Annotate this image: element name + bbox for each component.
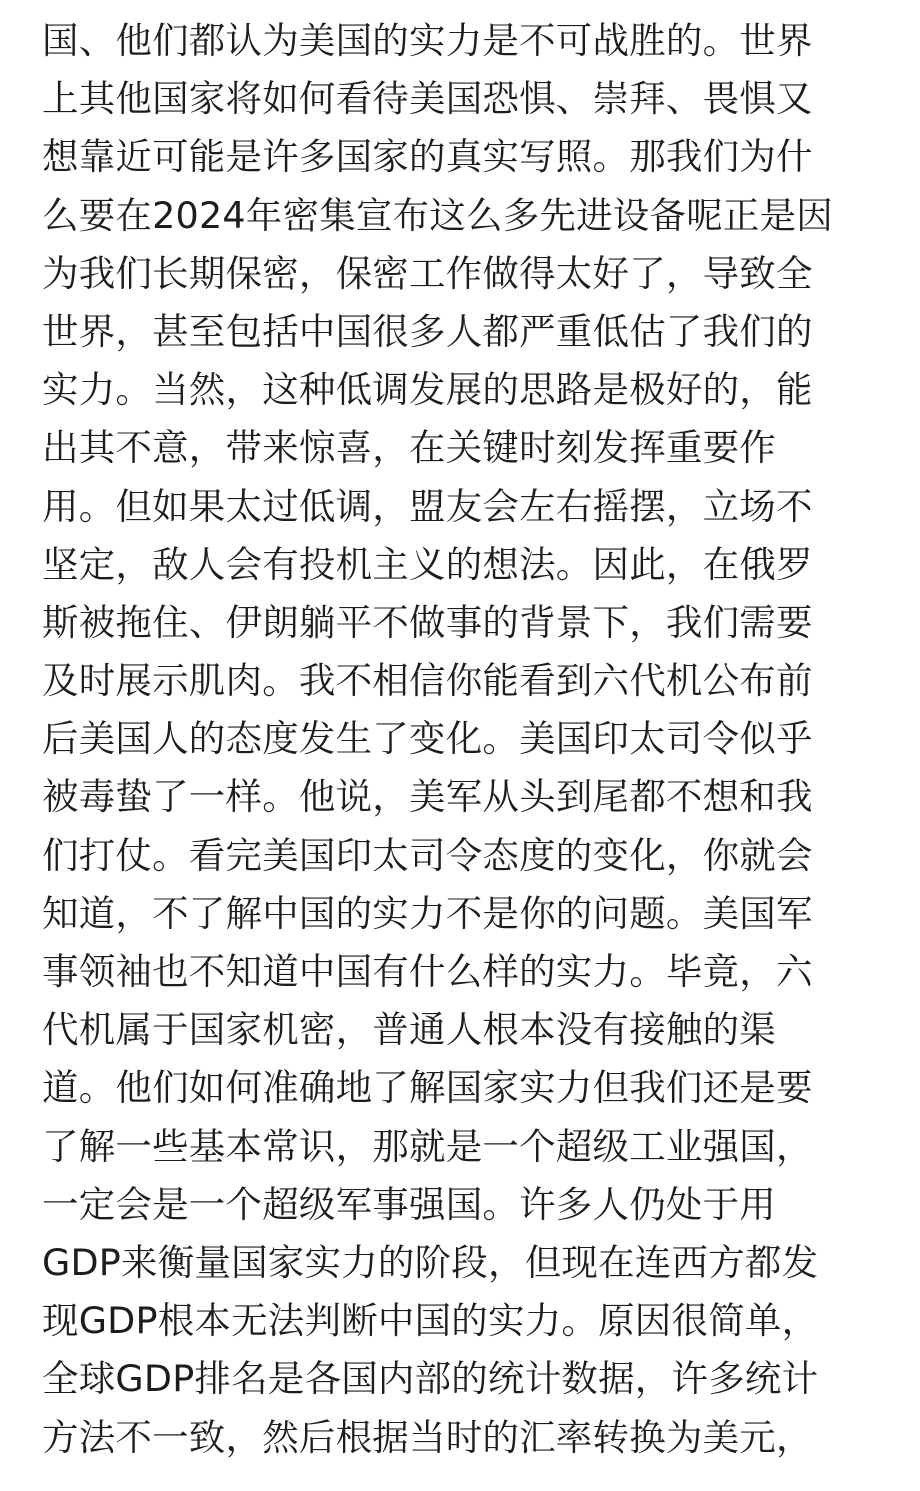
article-line: 国、他们都认为美国的实力是不可战胜的。世界 (42, 19, 813, 62)
article-body (42, 12, 882, 1467)
article-line: 及时展示肌肉。我不相信你能看到六代机公布前 (42, 659, 813, 703)
article-line: 被毒蛰了一样。他说，美军从头到尾都不想和我 (42, 775, 813, 819)
article-line: 知道，不了解中国的实力不是你的问题。美国军 (42, 891, 813, 935)
article-line: 出其不意，带来惊喜，在关键时刻发挥重要作 (42, 426, 776, 470)
article-line: 么要在2024年密集宣布这么多先进设备呢正是因 (42, 193, 833, 237)
article-line: 为我们长期保密，保密工作做得太好了，导致全 (42, 251, 813, 295)
article-line: 上其他国家将如何看待美国恐惧、崇拜、畏惧又 (42, 77, 813, 121)
article-line: GDP来衡量国家实力的阶段，但现在连西方都发 (42, 1240, 819, 1284)
article-line: 后美国人的态度发生了变化。美国印太司令似乎 (42, 717, 813, 761)
article-line: 实力。当然，这种低调发展的思路是极好的，能 (42, 368, 813, 412)
article-line: 全球GDP排名是各国内部的统计数据，许多统计 (42, 1357, 819, 1401)
article-line: 用。但如果太过低调，盟友会左右摇摆，立场不 (42, 484, 813, 528)
article-line: 了解一些基本常识，那就是一个超级工业强国， (42, 1124, 813, 1168)
article-line: 道。他们如何准确地了解国家实力但我们还是要 (42, 1066, 813, 1110)
article-line: 代机属于国家机密，普通人根本没有接触的渠 (42, 1008, 776, 1052)
article-line: 坚定，敌人会有投机主义的想法。因此，在俄罗 (42, 542, 813, 586)
article-line: 们打仗。看完美国印太司令态度的变化，你就会 (42, 833, 813, 877)
article-line: 斯被拖住、伊朗躺平不做事的背景下，我们需要 (42, 600, 813, 644)
article-line: 方法不一致，然后根据当时的汇率转换为美元， (42, 1415, 813, 1459)
article-line: 想靠近可能是许多国家的真实写照。那我们为什 (42, 135, 813, 179)
article-line: 世界，甚至包括中国很多人都严重低估了我们的 (42, 309, 813, 353)
article-line: 现GDP根本无法判断中国的实力。原因很简单， (42, 1299, 819, 1343)
article-line: 一定会是一个超级军事强国。许多人仍处于用 (42, 1182, 776, 1226)
article-line: 事领袖也不知道中国有什么样的实力。毕竟，六 (42, 950, 813, 993)
